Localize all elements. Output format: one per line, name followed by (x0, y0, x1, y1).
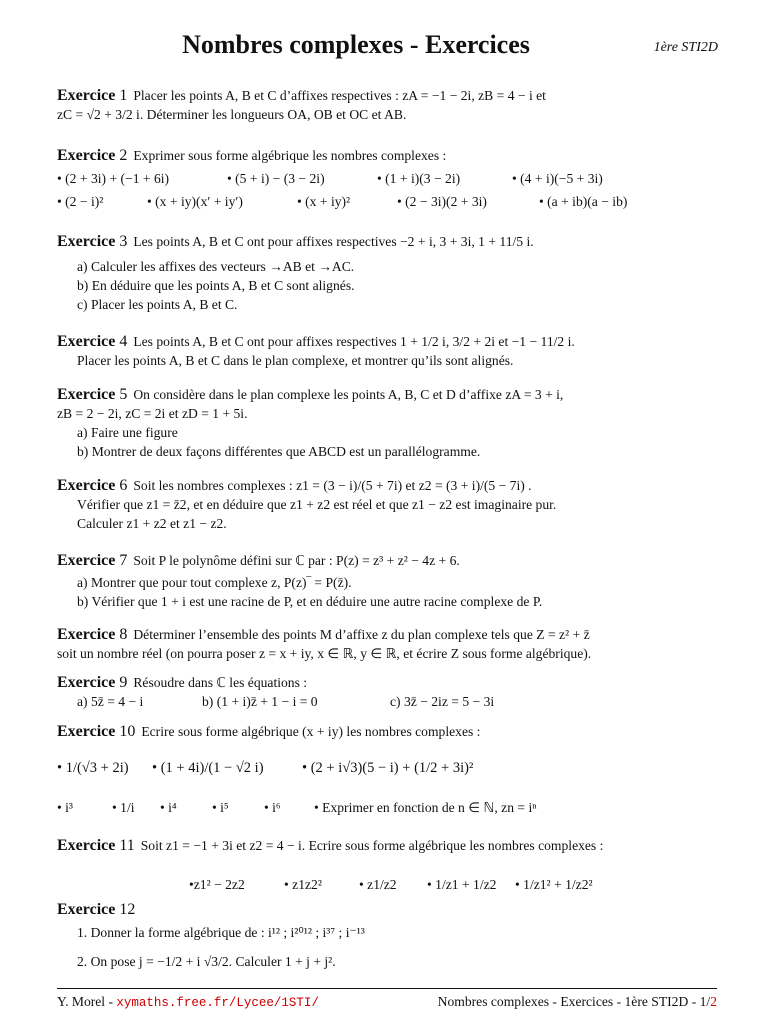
exercise-3: Exercice 3 Les points A, B et C ont pour affixes respectives −2 + i, 3 + 3i, 1 + 11/5 i. a) Calculer les affixes des vecteurs →AB et →AC. b) En déduire que les points A, B et C sont alignés. c) Placer les points A, B et C. (57, 232, 717, 314)
list-item: • 1/(√3 + 2i) (57, 760, 129, 776)
list-item: •z1² − 2z2 (189, 877, 245, 892)
footer-doc-info: Nombres complexes - Exercices - 1ère STI2D - 1/ (437, 994, 711, 1009)
exercise-label: Exercice 6 (57, 477, 128, 494)
exercise-10: Exercice 10 Ecrire sous forme algébrique (x + iy) les nombres complexes : • 1/(√3 + 2i) • (1 + 4i)/(1 − √2 i) • (2 + i√3)(5 − i) + (1/2 + 3i)² • i³ • 1/i • i⁴ • i⁵ • i⁶ • Exprimer en fonction de n ∈ ℕ, zn = iⁿ (57, 722, 717, 817)
exercise-5: Exercice 5 On considère dans le plan complexe les points A, B, C et D d’affixe zA = 3 + i, zB = 2 − 2i, zC = 2i et zD = 1 + 5i. a) Faire une figure b) Montrer de deux façons différentes que ABCD est un parallélogramme. (57, 385, 717, 461)
exercise-11: Exercice 11 Soit z1 = −1 + 3i et z2 = 4 − i. Ecrire sous forme algébrique les nombres complexes : •z1² − 2z2 • z1z2² • z1/z2 • 1/z1 + 1/z2 • 1/z1² + 1/z2² (57, 836, 717, 894)
list-item: • Exprimer en fonction de n ∈ ℕ, zn = iⁿ (314, 800, 537, 815)
list-item: • (4 + i)(−5 + 3i) (512, 171, 603, 186)
exercise-label: Exercice 9 (57, 674, 128, 691)
exercise-label: Exercice 4 (57, 333, 128, 350)
list-item: • 1/i (112, 800, 135, 815)
exercise-label: Exercice 8 (57, 626, 128, 643)
list-item: • (1 + i)(3 − 2i) (377, 171, 461, 186)
list-item: a) Montrer que pour tout complexe z, P(z)‾ = P(z̄). (77, 575, 352, 590)
list-item: a) Faire une figure (77, 425, 178, 440)
list-item: • i³ (57, 800, 74, 815)
list-item: b) Vérifier que 1 + i est une racine de P, et en déduire une autre racine complexe de P. (77, 594, 543, 609)
exercise-label: Exercice 12 (57, 901, 136, 918)
list-item: 2. On pose j = −1/2 + i √3/2. Calculer 1 + j + j². (77, 954, 336, 969)
list-item: • i⁶ (264, 800, 281, 815)
item-row (57, 798, 717, 817)
list-item: • (2 + i√3)(5 − i) + (1/2 + 3i)² (302, 760, 474, 776)
item-row (57, 759, 717, 778)
footer-divider (57, 988, 717, 989)
footer-link[interactable]: xymaths.free.fr/Lycee/1STI/ (116, 996, 319, 1010)
exercise-2: Exercice 2 Exprimer sous forme algébrique les nombres complexes : • (2 + 3i) + (−1 + 6i) • (5 + i) − (3 − 2i) • (1 + i)(3 − 2i) • (4 + i)(−5 + 3i) • (2 − i)² • (x + iy)(x′ + iy′) • (x + iy)² • (2 − 3i)(2 + 3i) • (a + ib)(a − ib) (57, 146, 717, 211)
exercise-12 (57, 900, 717, 971)
list-item: • (a + ib)(a − ib) (539, 194, 628, 209)
list-item: b) En déduire que les points A, B et C sont alignés. (77, 278, 355, 293)
list-item: • 1/z1² + 1/z2² (515, 877, 593, 892)
list-item: a) Calculer les affixes des vecteurs →AB et →AC. (77, 259, 355, 274)
page-title: Nombres complexes - Exercices (182, 30, 530, 59)
exercise-8: Exercice 8 Déterminer l’ensemble des points M d’affixe z du plan complexe tels que Z = z² + z̄ soit un nombre réel (on pourra poser z = x + iy, x ∈ ℝ, y ∈ ℝ, et écrire Z sous forme algébrique). (57, 626, 592, 661)
exercise-label: Exercice 10 (57, 723, 136, 740)
exercise-9: Exercice 9 Résoudre dans ℂ les équations : a) 5z̄ = 4 − i b) (1 + i)z̄ + 1 − i = 0 c) 3z̄ − 2iz = 5 − 3i (57, 673, 717, 711)
list-item: • z1/z2 (359, 877, 397, 892)
list-item: • 1/z1 + 1/z2 (427, 877, 497, 892)
item-row (57, 169, 717, 188)
footer-author: Y. Morel - (57, 994, 117, 1009)
exercise-4: Exercice 4 Les points A, B et C ont pour affixes respectives 1 + 1/2 i, 3/2 + 2i et −1 − 11/2 i. Placer les points A, B et C dans le plan complexe, et montrer qu’ils sont alignés. (57, 333, 575, 368)
list-item: • (5 + i) − (3 − 2i) (227, 171, 325, 186)
list-item: c) Placer les points A, B et C. (77, 297, 238, 312)
list-item: • (x + iy)(x′ + iy′) (147, 194, 243, 209)
exercise-label: Exercice 7 (57, 552, 128, 569)
item-row (57, 192, 717, 211)
list-item: • (2 − 3i)(2 + 3i) (397, 194, 487, 209)
list-item: • (2 + 3i) + (−1 + 6i) (57, 171, 170, 186)
exercise-label: Exercice 2 (57, 147, 128, 164)
list-item: • (1 + 4i)/(1 − √2 i) (152, 760, 264, 776)
list-item: c) 3z̄ − 2iz = 5 − 3i (390, 694, 495, 709)
exercise-6: Exercice 6 Soit les nombres complexes : z1 = (3 − i)/(5 + 7i) et z2 = (3 + i)/(5 − 7i) . Vérifier que z1 = z̄2, et en déduire que z1 + z2 est réel et que z1 − z2 est imaginaire pur. Calculer z1 + z2 et z1 − z2. (57, 477, 557, 531)
exercise-label: Exercice 11 (57, 837, 135, 854)
list-item: • (x + iy)² (297, 194, 351, 209)
exercise-7: Exercice 7 Soit P le polynôme défini sur ℂ par : P(z) = z³ + z² − 4z + 6. a) Montrer que pour tout complexe z, P(z)‾ = P(z̄). b) Vérifier que 1 + i est une racine de P, et en déduire une autre racine complexe de P. (57, 551, 717, 611)
list-item: • (2 − i)² (57, 194, 104, 209)
list-item: • i⁵ (212, 800, 229, 815)
exercise-1: Exercice 1 Placer les points A, B et C d’affixes respectives : zA = −1 − 2i, zB = 4 − i et zC = √2 + 3/2 i. Déterminer les longueurs OA, OB et OC et AB. (57, 87, 546, 122)
footer-total-pages[interactable]: 2 (710, 994, 717, 1009)
list-item: b) Montrer de deux façons différentes que ABCD est un parallélogramme. (77, 444, 481, 459)
list-item: • z1z2² (284, 877, 322, 892)
list-item: 1. Donner la forme algébrique de : i¹² ; i²⁰¹² ; i³⁷ ; i⁻¹³ (77, 925, 365, 940)
class-level: 1ère STI2D (653, 40, 718, 55)
exercise-label: Exercice 3 (57, 233, 128, 250)
list-item: • i⁴ (160, 800, 177, 815)
exercise-label: Exercice 5 (57, 386, 128, 403)
item-row (57, 692, 717, 711)
item-row (57, 875, 717, 894)
exercise-label: Exercice 1 (57, 87, 128, 104)
list-item: a) 5z̄ = 4 − i (77, 694, 144, 709)
list-item: b) (1 + i)z̄ + 1 − i = 0 (202, 694, 318, 709)
